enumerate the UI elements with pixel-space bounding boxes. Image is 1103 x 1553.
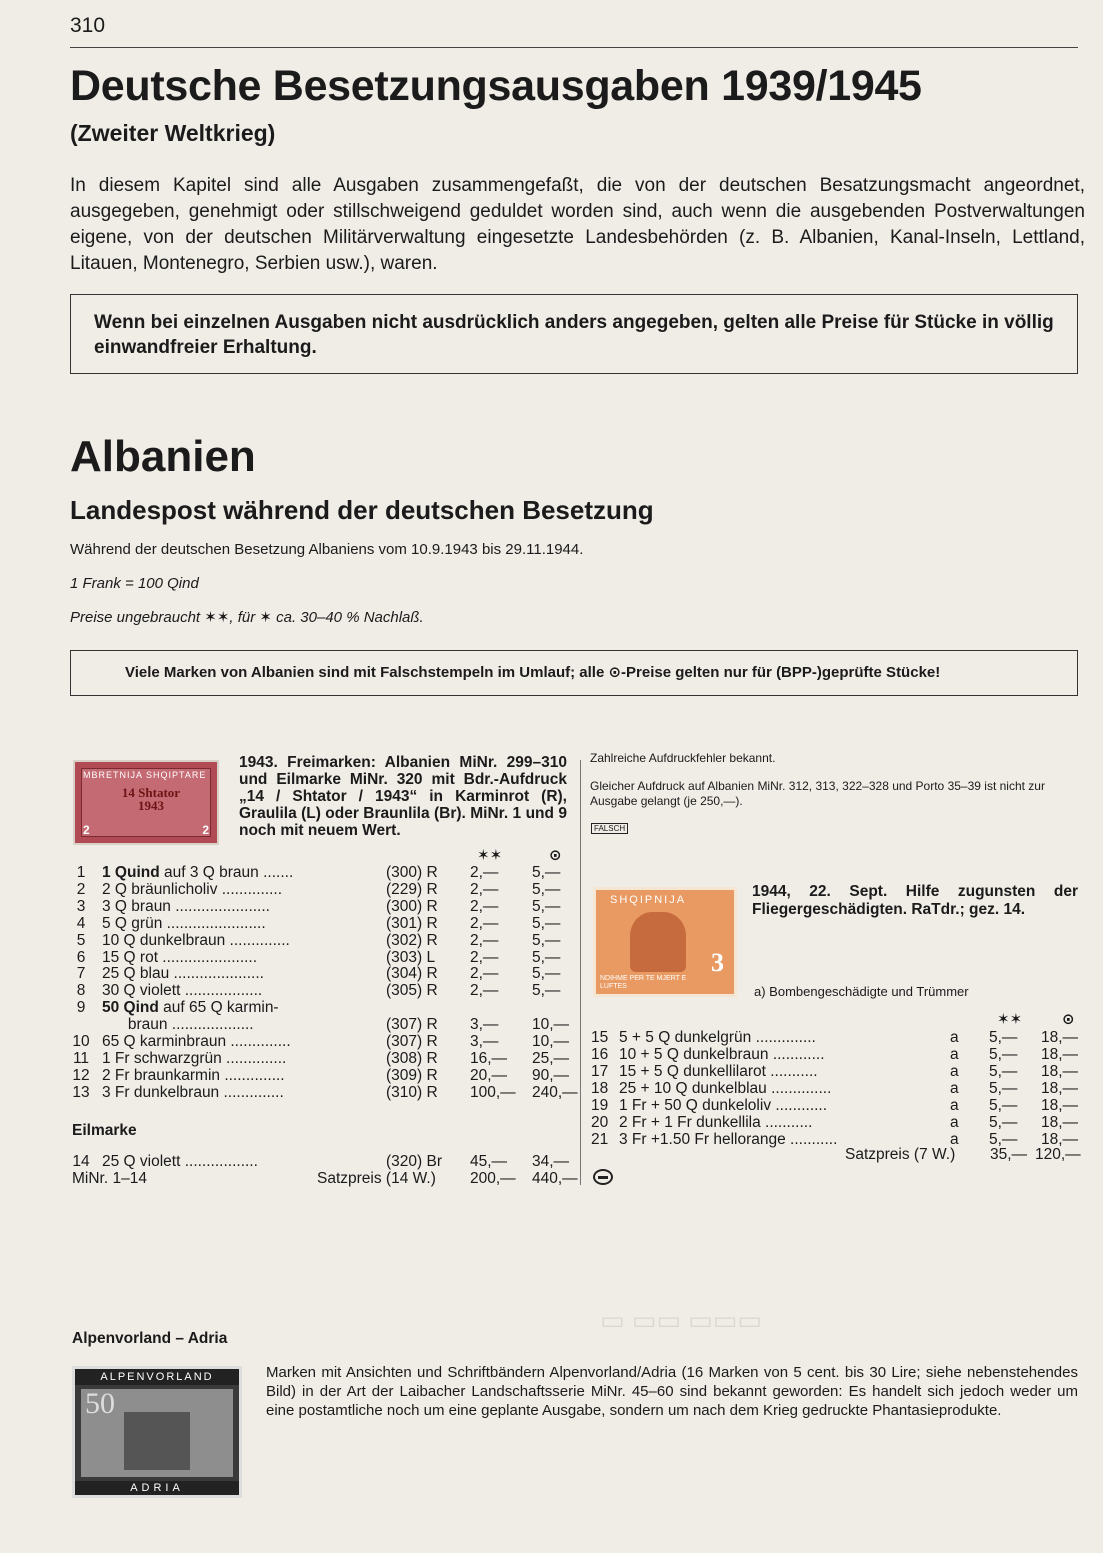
used-price: 25,— xyxy=(532,1049,570,1067)
description-text: 2 Fr braunkarmin .............. xyxy=(102,1066,285,1084)
set-mint-price: 35,— xyxy=(990,1146,1028,1163)
description-text: auf 65 Q karmin- xyxy=(158,999,279,1017)
reference-number: (303) L xyxy=(386,948,436,966)
catalog-number: 7 xyxy=(76,965,86,983)
used-column-header-2: ⊙ xyxy=(1062,1011,1075,1028)
used-price: 18,— xyxy=(1041,1029,1079,1046)
intro-paragraph: In diesem Kapitel sind alle Ausgaben zusammengefaßt, die von der deutschen Besatzungsmacht angeordnet, ausgegeben, genehmigt oder stillschweigend geduldet worden sind, auch wenn die ausgebenden Postverwaltungen eigene, von der deutschen Militärverwaltung eingesetzte Landesbehörden (z. B. Albanien, Kanal-Inseln, Lettland, Litauen, Montenegro, Serbien usw.), waren. xyxy=(70,175,1085,274)
table-row xyxy=(591,1029,1081,1046)
stamp-description: 3 Fr +1.50 Fr hellorange ........... xyxy=(619,1131,838,1148)
table-row xyxy=(70,915,570,932)
catalog-number: 9 xyxy=(76,999,86,1017)
set-price-row xyxy=(70,1170,578,1187)
stamp-description xyxy=(102,881,282,899)
table-row xyxy=(70,881,570,898)
stamp-image-1944 xyxy=(593,887,737,997)
catalog-number: 3 xyxy=(76,897,86,915)
catalog-number: 13 xyxy=(72,1083,90,1101)
forgery-warning-text: Viele Marken von Albanien sind mit Falschstempeln im Umlauf; alle ⊙-Preise gelten nur für (BPP-)geprüfte Stücke! xyxy=(125,664,941,681)
catalog-number: 2 xyxy=(76,880,86,898)
used-price: 5,— xyxy=(532,982,561,1000)
type-letter: a xyxy=(950,1097,959,1114)
stamp-description: 2 Fr + 1 Fr dunkellila ........... xyxy=(619,1114,813,1131)
reference-number: (307) R xyxy=(386,1033,438,1050)
forgery-warning-icon xyxy=(593,1169,613,1185)
stamp-image-alpenvorland xyxy=(72,1366,242,1498)
period-text: Während der deutschen Besetzung Albaniens vom 10.9.1943 bis 29.11.1944. xyxy=(70,541,584,558)
table-row xyxy=(70,982,570,999)
type-letter: a xyxy=(950,1029,959,1046)
used-price: 18,— xyxy=(1041,1063,1079,1080)
table-row xyxy=(70,1067,570,1084)
forgery-badge: FALSCH xyxy=(591,823,628,834)
mint-price: 2,— xyxy=(470,931,499,949)
catalog-number: 4 xyxy=(76,914,86,932)
type-letter: a xyxy=(950,1063,959,1080)
catalog-number: 19 xyxy=(591,1097,609,1114)
stamp-value-right: 2 xyxy=(202,823,209,837)
currency-text: 1 Frank = 100 Qind xyxy=(70,575,199,592)
mint-price: 45,— xyxy=(470,1153,508,1170)
mint-price: 2,— xyxy=(470,965,499,983)
mint-price: 2,— xyxy=(470,897,499,915)
description-text: braun ................... xyxy=(102,1016,254,1034)
stamp-description: 5 + 5 Q dunkelgrün .............. xyxy=(619,1029,816,1046)
used-price: 18,— xyxy=(1041,1080,1079,1097)
description-text: 30 Q violett .................. xyxy=(102,982,263,1000)
page-title: Deutsche Besetzungsausgaben 1939/1945 xyxy=(70,62,922,110)
table-row xyxy=(70,949,570,966)
used-price: 18,— xyxy=(1041,1097,1079,1114)
used-price: 5,— xyxy=(532,864,561,881)
used-price: 5,— xyxy=(532,897,561,915)
stamp-top-text: ALPENVORLAND xyxy=(75,1369,239,1385)
catalog-number: 5 xyxy=(76,931,86,949)
mint-price: 2,— xyxy=(470,914,499,932)
description-text: 5 Q grün ....................... xyxy=(102,914,266,932)
condition-notice-box xyxy=(70,294,1078,374)
used-price: 34,— xyxy=(532,1153,570,1170)
table-row xyxy=(70,1016,570,1033)
stamp-description: 10 + 5 Q dunkelbraun ............ xyxy=(619,1046,825,1063)
stamp-figure xyxy=(630,912,686,972)
type-letter: a xyxy=(950,1131,959,1148)
mint-price: 16,— xyxy=(470,1049,508,1067)
mint-price: 5,— xyxy=(989,1080,1018,1097)
mint-price: 2,— xyxy=(470,948,499,966)
catalog-number: 8 xyxy=(76,982,86,1000)
reference-number: (301) R xyxy=(386,914,438,932)
description-text: 25 Q blau ..................... xyxy=(102,965,264,983)
mint-price: 5,— xyxy=(989,1114,1018,1131)
table-row xyxy=(70,1153,570,1170)
stamp-description: 25 + 10 Q dunkelblau .............. xyxy=(619,1080,832,1097)
table-row xyxy=(70,1050,570,1067)
stamp-description: 15 + 5 Q dunkellilarot ........... xyxy=(619,1063,818,1080)
mint-price: 2,— xyxy=(470,982,499,1000)
used-price: 240,— xyxy=(532,1083,578,1101)
issue-1944-heading: 1944, 22. Sept. Hilfe zugunsten der Fliegergeschädigten. RaTdr.; gez. 14. xyxy=(752,883,1078,918)
set-used-price: 120,— xyxy=(1035,1146,1081,1163)
catalog-number: 6 xyxy=(76,948,86,966)
catalog-number: 21 xyxy=(591,1131,609,1148)
reference-number: (320) Br xyxy=(386,1153,442,1170)
reference-number: (307) R xyxy=(386,1016,438,1034)
section-subtitle: Landespost während der deutschen Besetzung xyxy=(70,495,654,525)
stamp-value: 50 xyxy=(85,1387,115,1420)
reference-number: (302) R xyxy=(386,931,438,949)
catalog-number: 14 xyxy=(72,1153,90,1170)
unissued-note: Gleicher Aufdruck auf Albanien MiNr. 312, 313, 322–328 und Porto 35–39 ist nicht zur Ausgabe gelangt (je 250,—). xyxy=(590,779,1045,808)
table-row xyxy=(591,1114,1081,1131)
set-label: Satzpreis (14 W.) xyxy=(317,1170,436,1187)
used-price: 5,— xyxy=(532,880,561,898)
mint-price: 20,— xyxy=(470,1066,508,1084)
used-price: 5,— xyxy=(532,965,561,983)
show-through-text: ▭ ▭▭ ▭▭▭ xyxy=(600,1305,762,1335)
description-text: 2 Q bräunlicholiv .............. xyxy=(102,880,283,898)
page-subtitle: (Zweiter Weltkrieg) xyxy=(70,120,276,146)
description-text: 1 Fr schwarzgrün .............. xyxy=(102,1049,287,1067)
alpen-paragraph: Marken mit Ansichten und Schriftbändern Alpenvorland/Adria (16 Marken von 5 cent. bis 30 Lire; siehe nebenstehendes Bild) in der Art der Laibacher Landschaftsserie MiNr. 45–60 sind bekannt geworden: Es handelt sich jedoch weder um eine postamtliche noch um eine geplante Ausgabe, sondern um nach dem Krieg gedruckte Phantasieprodukte. xyxy=(266,1364,1078,1419)
overprint-errors-note: Zahlreiche Aufdruckfehler bekannt. xyxy=(590,751,776,765)
mint-price: 2,— xyxy=(470,864,499,881)
catalog-number: 17 xyxy=(591,1063,609,1080)
stamp-value: 3 xyxy=(711,948,724,977)
table-row xyxy=(70,1083,578,1101)
type-letter: a xyxy=(950,1114,959,1131)
mint-price: 5,— xyxy=(989,1097,1018,1114)
catalog-number: 11 xyxy=(72,1049,90,1067)
stamp-description xyxy=(102,1084,284,1102)
column-divider xyxy=(580,760,581,1185)
reference-number: (308) R xyxy=(386,1049,438,1067)
stamp-description: 1 Fr + 50 Q dunkeloliv ............ xyxy=(619,1097,828,1114)
price-note: Preise ungebraucht ✶✶, für ✶ ca. 30–40 % Nachlaß. xyxy=(70,609,424,626)
stamp-description xyxy=(102,915,266,933)
issue-1943-heading: 1943. Freimarken: Albanien MiNr. 299–310 und Eilmarke MiNr. 320 mit Bdr.-Aufdruck „14 / Shtator / 1943“ in Karminrot (R), Graulila (L) oder Braunlila (Br). MiNr. 1 und 9 noch mit neuem Wert. xyxy=(239,754,567,839)
mint-price: 5,— xyxy=(989,1131,1018,1148)
building-picture xyxy=(124,1412,191,1470)
denomination-bold: 50 Qind xyxy=(102,999,159,1017)
set-price-row-2 xyxy=(845,1146,1081,1164)
alpen-heading: Alpenvorland – Adria xyxy=(72,1330,228,1347)
stamp-value-left: 2 xyxy=(83,823,90,837)
section-title: Albanien xyxy=(70,432,256,481)
forgery-warning-box xyxy=(70,650,1078,696)
used-price: 5,— xyxy=(532,931,561,949)
stamp-description xyxy=(102,1067,285,1085)
mint-price: 2,— xyxy=(470,880,499,898)
stamp-description xyxy=(102,1050,286,1068)
description-text: 3 Q braun ...................... xyxy=(102,897,270,915)
used-column-header: ⊙ xyxy=(549,847,562,864)
stamp-description: 25 Q violett ................. xyxy=(102,1153,258,1170)
table-row xyxy=(70,932,570,949)
table-row xyxy=(591,1097,1081,1114)
stamp-bottom-text: NDIHME PER TE MJERT E LUFTES xyxy=(600,975,687,990)
catalog-number: 1 xyxy=(76,864,86,881)
reference-number: (305) R xyxy=(386,982,438,1000)
used-price: 18,— xyxy=(1041,1131,1079,1148)
issue-1944-caption: a) Bombengeschädigte und Trümmer xyxy=(754,984,969,999)
description-text: 15 Q rot ...................... xyxy=(102,948,258,966)
stamp-description xyxy=(102,965,264,983)
condition-notice-text: Wenn bei einzelnen Ausgaben nicht ausdrücklich anders angegeben, gelten alle Preise für Stücke in völlig einwandfreier Erhaltung. xyxy=(94,312,1054,358)
catalog-number: 12 xyxy=(72,1066,90,1084)
type-letter: a xyxy=(950,1080,959,1097)
denomination-bold: 1 Quind xyxy=(102,864,160,881)
reference-number: (309) R xyxy=(386,1066,438,1084)
table-row xyxy=(70,864,570,881)
description-text: auf 3 Q braun ....... xyxy=(159,864,294,881)
stamp-description xyxy=(102,1033,291,1051)
used-price: 5,— xyxy=(532,948,561,966)
mint-price: 100,— xyxy=(470,1083,516,1101)
stamp-top-text: SHQIPNIJA xyxy=(610,894,687,906)
reference-number: (310) R xyxy=(386,1083,438,1101)
mint-price: 3,— xyxy=(470,1033,499,1050)
mint-price: 3,— xyxy=(470,1016,499,1034)
stamp-description xyxy=(102,999,279,1017)
description-text: 10 Q dunkelbraun .............. xyxy=(102,931,290,949)
type-letter: a xyxy=(950,1046,959,1063)
reference-number: (300) R xyxy=(386,864,438,881)
catalog-number: 10 xyxy=(72,1033,90,1050)
eilmarke-heading: Eilmarke xyxy=(72,1122,137,1139)
stamp-overprint: 14 Shtator 1943 xyxy=(121,785,181,813)
table-row xyxy=(70,999,570,1016)
page-number: 310 xyxy=(70,14,106,37)
description-text: 3 Fr dunkelbraun .............. xyxy=(102,1083,284,1101)
mint-price: 5,— xyxy=(989,1029,1018,1046)
catalog-number: 16 xyxy=(591,1046,609,1063)
mint-column-header-2: ✶✶ xyxy=(997,1011,1023,1028)
stamp-description xyxy=(102,1016,254,1034)
used-price: 18,— xyxy=(1041,1046,1079,1063)
mint-price: 5,— xyxy=(989,1063,1018,1080)
reference-number: (300) R xyxy=(386,897,438,915)
set-range: MiNr. 1–14 xyxy=(72,1170,147,1187)
used-price: 18,— xyxy=(1041,1114,1079,1131)
mint-price: 5,— xyxy=(989,1046,1018,1063)
table-row xyxy=(70,1033,570,1050)
set-used-price: 440,— xyxy=(532,1170,578,1187)
description-text: 65 Q karminbraun .............. xyxy=(102,1033,291,1050)
used-price: 90,— xyxy=(532,1066,570,1084)
used-price: 10,— xyxy=(532,1016,570,1034)
used-price: 10,— xyxy=(532,1033,570,1050)
reference-number: (229) R xyxy=(386,880,438,898)
reference-number: (304) R xyxy=(386,965,438,983)
catalog-number: 15 xyxy=(591,1029,609,1046)
used-price: 5,— xyxy=(532,914,561,932)
catalog-number: 20 xyxy=(591,1114,609,1131)
table-row xyxy=(591,1046,1081,1063)
set-mint-price: 200,— xyxy=(470,1170,516,1187)
stamp-description xyxy=(102,982,262,1000)
stamp-description xyxy=(102,898,270,916)
set-label: Satzpreis (7 W.) xyxy=(845,1146,956,1163)
header-rule xyxy=(70,47,1078,48)
catalog-number: 18 xyxy=(591,1080,609,1097)
table-row xyxy=(70,965,570,982)
table-row xyxy=(591,1063,1081,1080)
stamp-image-1943 xyxy=(73,760,219,845)
stamp-description xyxy=(102,949,257,967)
table-row xyxy=(591,1080,1081,1097)
table-row xyxy=(70,898,570,915)
mint-column-header: ✶✶ xyxy=(477,847,503,864)
stamp-top-text: MBRETNIJA SHQIPTARE xyxy=(83,770,207,780)
stamp-description xyxy=(102,864,293,882)
stamp-bottom-text: ADRIA xyxy=(75,1481,239,1495)
stamp-description xyxy=(102,932,290,950)
